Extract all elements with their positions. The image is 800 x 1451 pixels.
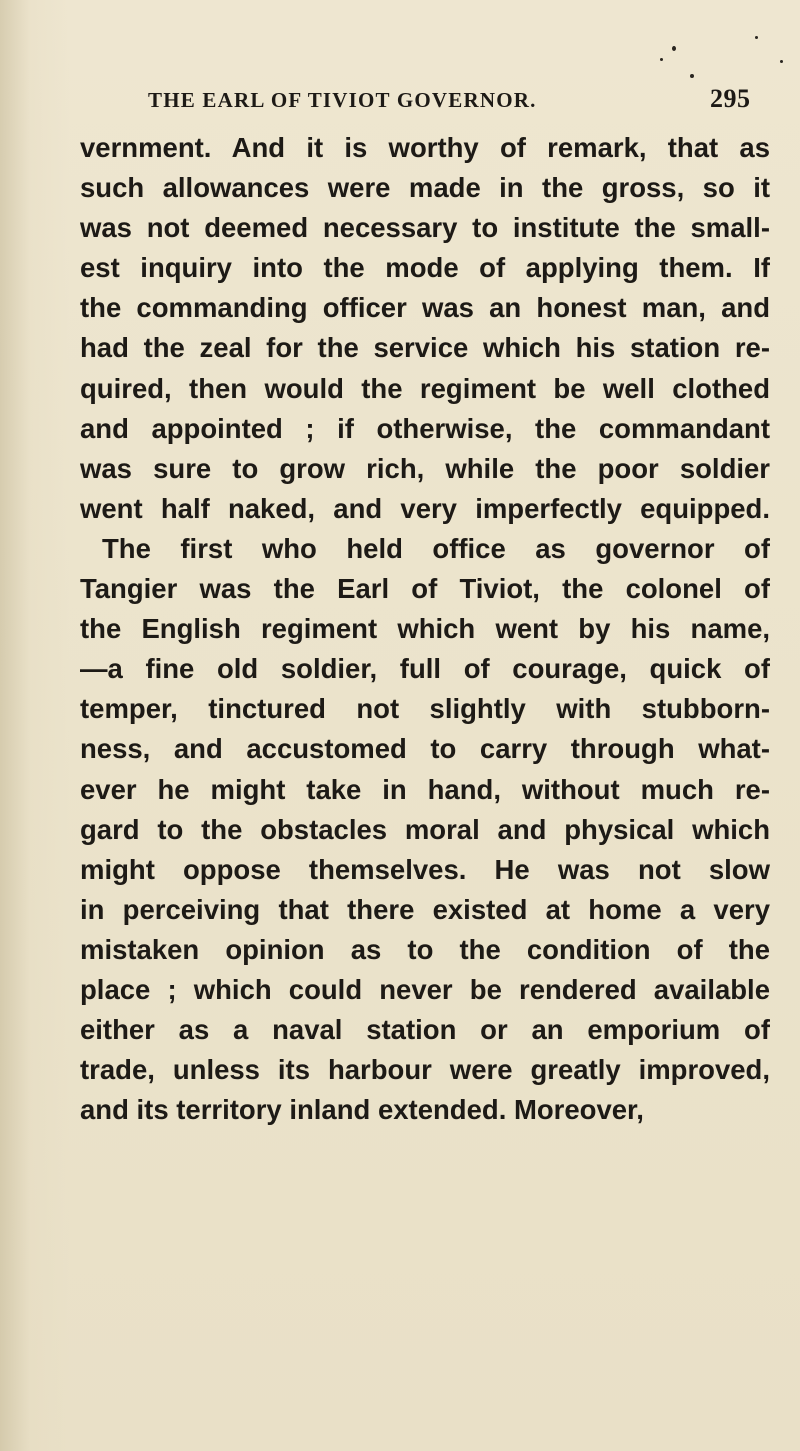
text-line: place ; which could never be rendered available [80,973,770,1005]
ink-speck [660,58,663,61]
text-line: vernment. And it is worthy of remark, that as [80,132,770,163]
ink-speck [672,46,676,51]
text-line: ever he might take in hand, without much re- [80,773,770,805]
text-line: such allowances were made in the gross, so it [80,172,770,204]
ink-speck [690,74,694,78]
text-line: gard to the obstacles moral and physical which [80,813,770,845]
ink-speck [780,60,783,63]
ink-speck [755,36,758,39]
page-number: 295 [710,84,751,113]
text-line: —a fine old soldier, full of courage, quick of [80,653,770,685]
text-line: was sure to grow rich, while the poor soldier [80,452,770,484]
text-line: and its territory inland extended. Moreover, [80,1094,644,1126]
text-line: the commanding officer was an honest man, and [80,292,770,324]
running-head: THE EARL OF TIVIOT GOVERNOR. [148,88,537,112]
text-line: in perceiving that there existed at home a very [80,893,770,925]
text-line: was not deemed necessary to institute the small- [80,212,770,244]
text-line: either as a naval station or an emporium of [80,1014,770,1046]
text-line: temper, tinctured not slightly with stubborn- [80,693,770,725]
text-line: went half naked, and very imperfectly equipped. [80,492,770,524]
text-line: the English regiment which went by his name, [80,613,770,645]
text-line: mistaken opinion as to the condition of the [80,933,770,965]
text-line: est inquiry into the mode of applying them. If [80,252,770,284]
text-line: had the zeal for the service which his station re- [80,332,770,364]
text-line: ness, and accustomed to carry through what- [80,733,770,765]
text-line: and appointed ; if otherwise, the commandant [80,412,770,444]
text-line: quired, then would the regiment be well clothed [80,372,770,404]
text-line: might oppose themselves. He was not slow [80,853,770,885]
text-line: trade, unless its harbour were greatly improved, [80,1054,770,1086]
text-line: Tangier was the Earl of Tiviot, the colonel of [80,573,770,605]
body-text [80,128,770,1130]
paragraph-start-line: The first who held office as governor of [102,532,770,564]
